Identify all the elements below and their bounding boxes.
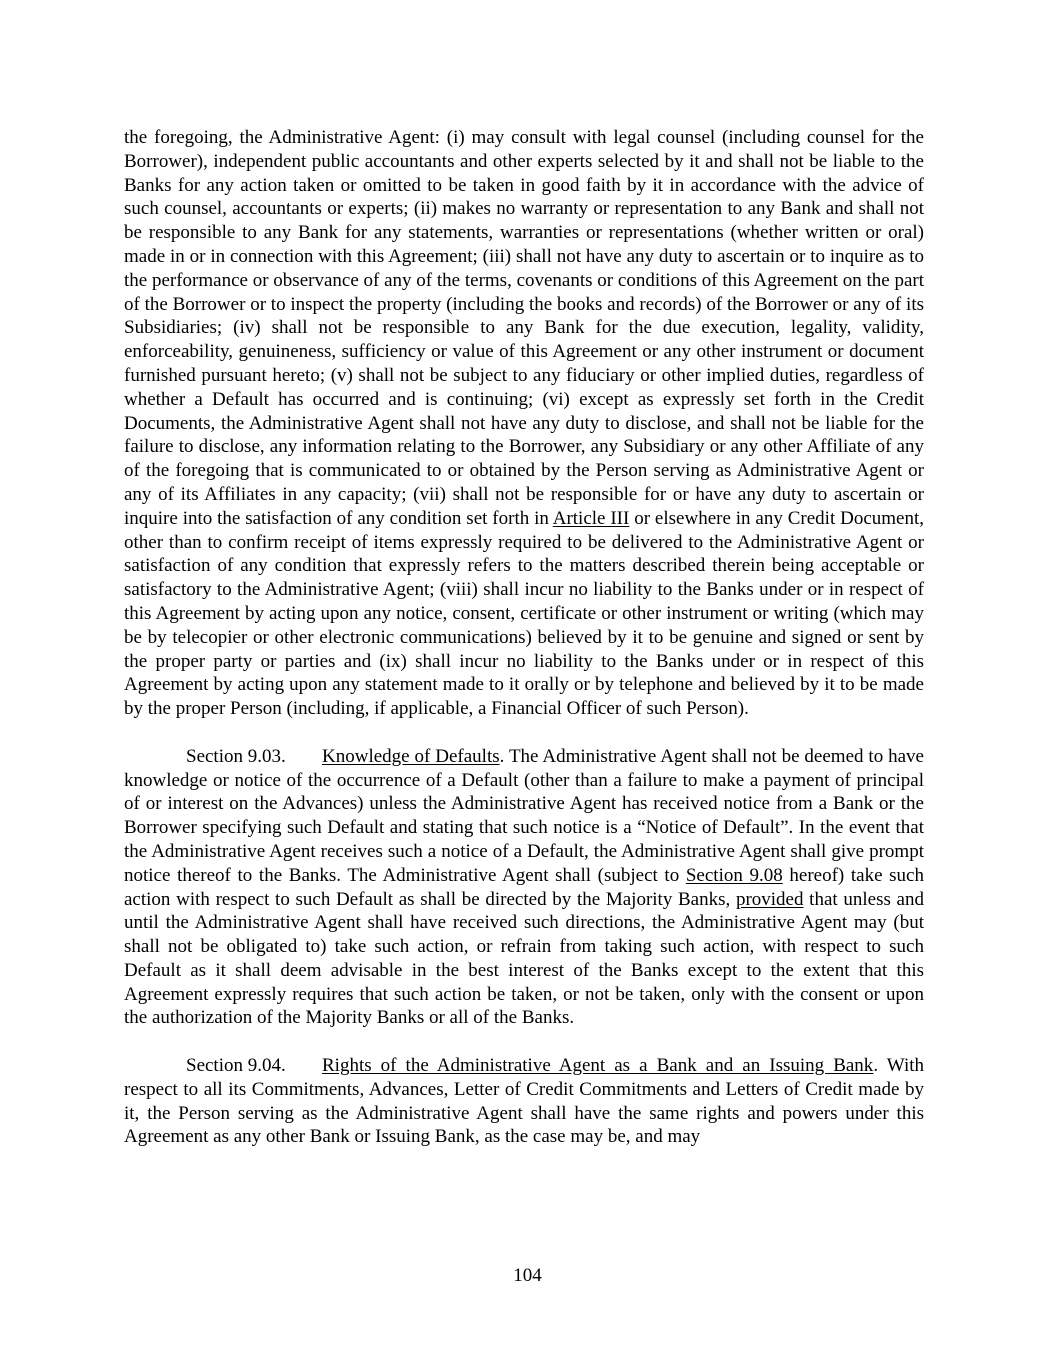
paragraph-text: that unless and until the Administrative Agent shall have received such directions, the Administrative Agent may (but shall not be obligated to) take such action, or refrain from taking such action, with respect to such Default as it shall deem advisable in the best interest of the Banks except to the extent that this Agreement expressly requires that such action be taken, or not be taken, only with the consent or upon the authorization of the Majority Banks or all of the Banks. xyxy=(124,888,924,1029)
section-reference-link: Section 9.08 xyxy=(685,864,783,886)
paragraph-text: the foregoing, the Administrative Agent: (i) may consult with legal counsel (including counsel for the Borrower), independent public accountants and other experts selected by it and shall not be liable to the Banks for any action taken or omitted to be taken in good faith by it in accordance with the advice of such counsel, accountants or experts; (ii) makes no warranty or representation to any Bank and shall not be responsible to any Bank for any statements, warranties or representations (whether written or oral) made in or in connection with this Agreement; (iii) shall not have any duty to ascertain or to inquire as to the performance or observance of any of the terms, covenants or conditions of this Agreement on the part of the Borrower or to inspect the property (including the books and records) of the Borrower or any of its Subsidiaries; (iv) shall not be responsible to any Bank for the due execution, legality, validity, enforceability, genuineness, sufficiency or value of this Agreement or any other instrument or document furnished pursuant hereto; (v) shall not be subject to any fiduciary or other implied duties, regardless of whether a Default has occurred and is continuing; (vi) except as expressly set forth in the Credit Documents, the Administrative Agent shall not have any duty to disclose, and shall not be liable for the failure to disclose, any information relating to the Borrower, any Subsidiary or any other Affiliate of any of the foregoing that is communicated to or obtained by the Person serving as Administrative Agent or any of its Affiliates in any capacity; (vii) shall not be responsible for or have any duty to ascertain or inquire into the satisfaction of any condition set forth in xyxy=(124,127,924,529)
section-heading: Knowledge of Defaults xyxy=(322,745,500,767)
section-number: Section 9.03. xyxy=(186,745,286,767)
article-reference-link: Article III xyxy=(552,507,630,529)
paragraph-text: or elsewhere in any Credit Document, other than to confirm receipt of items expressly required to be delivered to the Administrative Agent or satisfaction of any condition that expressly refers to the matters described therein being acceptable or satisfactory to the Administrative Agent; (viii) shall incur no liability to the Banks under or in respect of this Agreement by acting upon any notice, consent, certificate or other instrument or writing (which may be by telecopier or other electronic communications) believed by it to be genuine and signed or sent by the proper party or parties and (ix) shall incur no liability to the Banks under or in respect of this Agreement by acting upon any statement made to it orally or by telephone and believed by it to be made by the proper Person (including, if applicable, a Financial Officer of such Person). xyxy=(124,507,924,720)
section-heading: Rights of the Administrative Agent as a Bank and an Issuing Bank xyxy=(322,1055,874,1077)
paragraph-continuation xyxy=(124,126,924,721)
section-9-04-paragraph xyxy=(124,1054,924,1149)
emphasized-term: provided xyxy=(735,888,804,910)
page-number: 104 xyxy=(513,1265,542,1286)
paragraph-text: . The Administrative Agent shall not be deemed to have knowledge or notice of the occurrence of a Default (other than a failure to make a payment of principal of or interest on the Advances) unless the Administrative Agent has received notice from a Bank or the Borrower specifying such Default and stating that such notice is a “Notice of Default”. In the event that the Administrative Agent receives such a notice of a Default, the Administrative Agent shall give prompt notice thereof to the Banks. The Administrative Agent shall (subject to xyxy=(124,745,924,886)
section-9-03-paragraph xyxy=(124,745,924,1031)
paragraph-text: . With respect to all its Commitments, Advances, Letter of Credit Commitments and Letters of Credit made by it, the Person serving as the Administrative Agent shall have the same rights and powers under this Agreement as any other Bank or Issuing Bank, as the case may be, and may xyxy=(124,1055,925,1148)
section-number: Section 9.04. xyxy=(186,1055,286,1077)
document-body xyxy=(124,126,924,1173)
paragraph-text: hereof) take such action with respect to such Default as shall be directed by the Majority Banks, xyxy=(124,864,924,910)
